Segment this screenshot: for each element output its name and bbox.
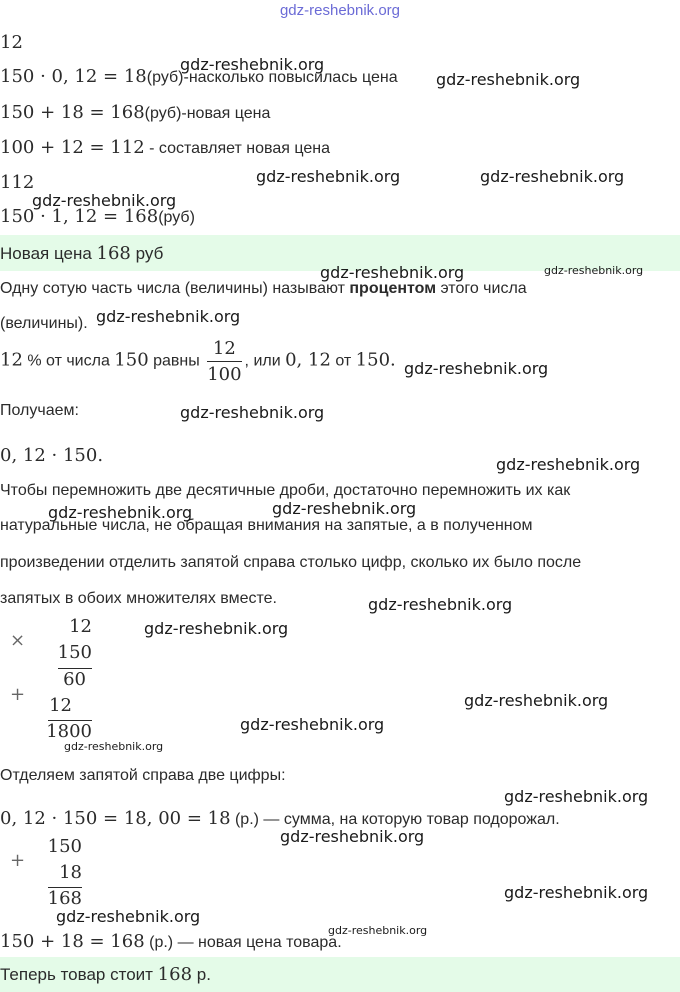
line-112: 112 bbox=[0, 172, 35, 193]
ex-c: 150 bbox=[114, 349, 149, 371]
calc-text: (р.) — сумма, на которую товар подорожал. bbox=[230, 811, 560, 828]
watermark: gdz-reshebnik.org bbox=[256, 167, 401, 186]
mult-result: 1800 bbox=[46, 721, 92, 742]
ex-i: . bbox=[390, 349, 396, 371]
watermark: gdz-reshebnik.org bbox=[504, 883, 649, 902]
calc-math: 0, 12 · 150 = 18, 00 = 18 bbox=[0, 808, 231, 829]
text-percent: - составляет новая цена bbox=[144, 140, 330, 157]
calc2-math: 150 + 18 = 168 bbox=[0, 931, 145, 952]
math-new-price: 150 + 18 = 168 bbox=[0, 102, 145, 123]
watermark: gdz-reshebnik.org bbox=[280, 827, 425, 846]
rule-line-2: натуральные числа, не обращая внимания на запятые, а в полученном bbox=[0, 517, 533, 534]
add-result: 168 bbox=[47, 888, 82, 909]
math-increase: 150 · 0, 12 = 18 bbox=[0, 66, 147, 87]
mult-partial-1: 60 bbox=[63, 669, 86, 690]
rule-line-1: Чтобы перемножить две десятичные дроби, достаточно перемножить их как bbox=[0, 482, 571, 499]
calc-line bbox=[0, 808, 560, 829]
watermark: gdz-reshebnik.org bbox=[32, 191, 177, 210]
mult-b: 150 bbox=[57, 642, 92, 663]
ex-d: равны bbox=[148, 352, 205, 370]
watermark: gdz-reshebnik.org bbox=[240, 715, 385, 734]
line-new-price bbox=[0, 102, 270, 123]
watermark: gdz-reshebnik.org bbox=[272, 499, 417, 518]
line-percent bbox=[0, 137, 330, 158]
calc2-line bbox=[0, 931, 342, 952]
definition-line-1 bbox=[0, 280, 527, 298]
watermark: gdz-reshebnik.org bbox=[48, 503, 193, 522]
watermark-top: gdz-reshebnik.org bbox=[279, 2, 401, 19]
get-label: Получаем: bbox=[0, 402, 79, 419]
ex-h: 150 bbox=[355, 349, 391, 371]
watermark: gdz-reshebnik.org bbox=[56, 907, 201, 926]
ex-e: , или bbox=[244, 352, 286, 370]
mult-a: 12 bbox=[69, 616, 92, 637]
answer-2-num: 168 bbox=[157, 964, 193, 985]
def-bold: процентом bbox=[349, 280, 437, 297]
math-mult: 150 · 1, 12 = 168 bbox=[0, 206, 159, 227]
mult-partial-2: 12 bbox=[49, 695, 72, 716]
watermark: gdz-reshebnik.org bbox=[144, 619, 289, 638]
mult-plus: + bbox=[10, 684, 26, 705]
rule-line-4: запятых в обоих множителях вместе. bbox=[0, 590, 277, 607]
fraction-num: 12 bbox=[207, 338, 241, 362]
mult-sign: × bbox=[10, 630, 26, 651]
text-mult: (руб) bbox=[158, 209, 195, 226]
watermark: gdz-reshebnik.org bbox=[480, 167, 625, 186]
def-text-2: этого числа bbox=[436, 280, 527, 297]
watermark: gdz-reshebnik.org bbox=[180, 403, 325, 422]
ex-f: 0, 12 bbox=[285, 349, 331, 371]
fraction bbox=[207, 338, 241, 385]
ex-a: 12 bbox=[0, 349, 23, 371]
answer-2-post: р. bbox=[192, 965, 211, 984]
watermark: gdz-reshebnik.org bbox=[464, 691, 609, 710]
watermark: gdz-reshebnik.org bbox=[496, 455, 641, 474]
separate-label: Отделяем запятой справа две цифры: bbox=[0, 767, 286, 784]
watermark: gdz-reshebnik.org bbox=[64, 740, 164, 753]
example-line bbox=[0, 338, 396, 385]
watermark: gdz-reshebnik.org bbox=[504, 787, 649, 806]
watermark: gdz-reshebnik.org bbox=[544, 264, 644, 277]
expression: 0, 12 · 150. bbox=[0, 445, 104, 466]
answer-2-pre: Теперь товар стоит bbox=[0, 965, 158, 984]
answer-1-pre: Новая цена bbox=[0, 244, 97, 263]
text-increase: (руб)-насколько повысилась цена bbox=[146, 69, 398, 86]
watermark: gdz-reshebnik.org bbox=[404, 359, 549, 378]
fraction-den: 100 bbox=[207, 364, 242, 385]
answer-1-num: 168 bbox=[96, 243, 131, 264]
line-12: 12 bbox=[0, 32, 23, 53]
ex-g: от bbox=[330, 352, 356, 370]
watermark: gdz-reshebnik.org bbox=[320, 263, 465, 282]
answer-2 bbox=[0, 964, 211, 985]
calc2-text: (р.) — новая цена товара. bbox=[144, 934, 342, 951]
watermark: gdz-reshebnik.org bbox=[328, 924, 428, 937]
text-new-price: (руб)-новая цена bbox=[144, 105, 271, 122]
def-text-1: Одну сотую часть числа (величины) называют bbox=[0, 280, 350, 297]
watermark: gdz-reshebnik.org bbox=[436, 70, 581, 89]
watermark: gdz-reshebnik.org bbox=[368, 595, 513, 614]
ex-b: % от числа bbox=[22, 352, 115, 370]
rule-line-3: произведении отделить запятой справа столько цифр, сколько их было после bbox=[0, 554, 582, 571]
add-plus: + bbox=[10, 850, 26, 871]
watermark: gdz-reshebnik.org bbox=[96, 307, 241, 326]
watermark: gdz-reshebnik.org bbox=[180, 55, 325, 74]
answer-1 bbox=[0, 243, 163, 264]
math-percent: 100 + 12 = 112 bbox=[0, 137, 145, 158]
definition-line-2: (величины). bbox=[0, 315, 88, 332]
add-b: 18 bbox=[59, 862, 82, 883]
answer-1-post: руб bbox=[130, 244, 164, 263]
add-a: 150 bbox=[47, 836, 82, 857]
